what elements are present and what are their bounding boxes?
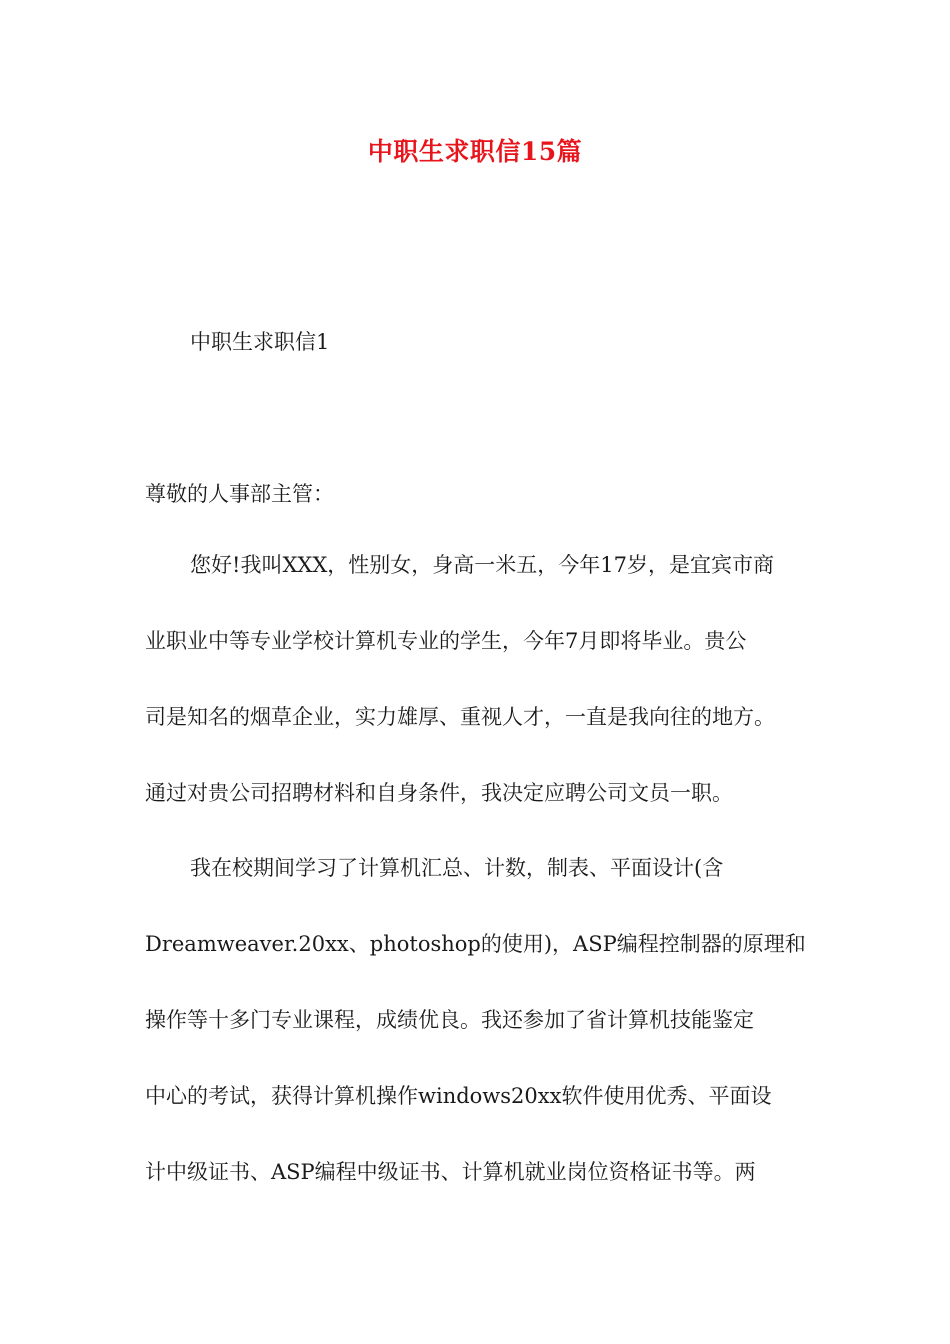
paragraph-line: 我在校期间学习了计算机汇总、计数，制表、平面设计(含: [190, 856, 724, 880]
paragraph-line: 司是知名的烟草企业，实力雄厚、重视人才，一直是我向往的地方。: [145, 705, 775, 729]
paragraph-line: 中心的考试，获得计算机操作windows20xx软件使用优秀、平面设: [145, 1084, 772, 1108]
paragraph-line: 您好!我叫XXX，性别女，身高一米五，今年17岁，是宜宾市商: [190, 553, 775, 577]
paragraph-line: 通过对贵公司招聘材料和自身条件，我决定应聘公司文员一职。: [145, 781, 733, 805]
paragraph-line: 业职业中等专业学校计算机专业的学生，今年7月即将毕业。贵公: [145, 629, 747, 653]
salutation: 尊敬的人事部主管：: [145, 482, 334, 506]
document-title: 中职生求职信15篇: [367, 137, 583, 166]
section-heading: 中职生求职信1: [190, 330, 330, 354]
paragraph-line: Dreamweaver.20xx、photoshop的使用)，ASP编程控制器的原理和: [145, 932, 806, 956]
paragraph-line: 操作等十多门专业课程，成绩优良。我还参加了省计算机技能鉴定: [145, 1008, 754, 1032]
paragraph-1: [145, 527, 810, 831]
paragraph-2: [145, 830, 810, 1210]
paragraph-line: 计中级证书、ASP编程中级证书、计算机就业岗位资格证书等。两: [145, 1160, 756, 1184]
